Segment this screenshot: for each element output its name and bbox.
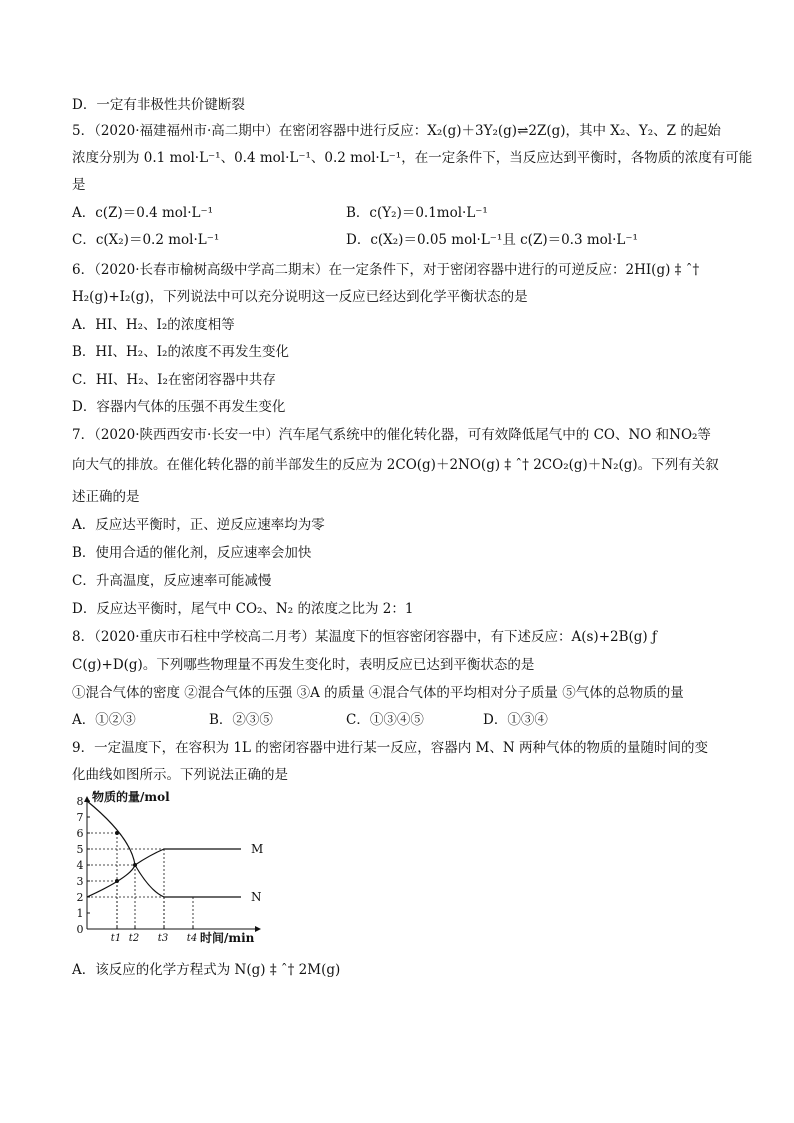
mol-time-graph [72,785,262,945]
q8-stem-line3: ①混合气体的密度 ②混合气体的压强 ③A 的质量 ④混合气体的平均相对分子质量 ⑤气体的总物质的量 [72,685,684,701]
q5-option-b: B．c(Y₂)＝0.1mol·L⁻¹ [346,205,488,221]
q7-option-b: B．使用合适的催化剂，反应速率会加快 [72,545,312,561]
data-point [115,831,119,835]
q6-option-a: A．HI、H₂、I₂的浓度相等 [72,317,235,333]
q6-option-c: C．HI、H₂、I₂在密闭容器中共存 [72,372,276,388]
y-tick-label: 7 [76,811,84,824]
x-axis-label: 时间/min [200,931,255,945]
y-tick-label: 0 [76,923,84,936]
q8-stem-line2: C(g)+D(g)。下列哪些物理量不再发生变化时，表明反应已达到平衡状态的是 [72,657,535,673]
series-N-label: N [251,890,262,904]
q7-stem-line3: 述正确的是 [72,489,140,505]
q9-stem-line2: 化曲线如图所示。下列说法正确的是 [72,767,288,783]
y-tick-label: 6 [76,827,84,840]
x-tick-label: t3 [157,933,169,944]
q8-option-d: D．①③④ [483,712,548,728]
q7-option-c: C．升高温度，反应速率可能减慢 [72,573,272,589]
q7-stem-line1: 7．（2020·陕西西安市·长安一中）汽车尾气系统中的催化转化器，可有效降低尾气中的 CO、NO 和NO₂等 [72,427,711,443]
data-point [133,863,137,867]
x-tick-label: t1 [110,933,122,944]
q6-stem-line2: H₂(g)+I₂(g)，下列说法中可以充分说明这一反应已经达到化学平衡状态的是 [72,289,528,305]
q5-stem-line3: 是 [72,177,86,193]
q6-stem-line1: 6．（2020·长春市榆树高级中学高二期末）在一定条件下，对于密闭容器中进行的可逆反应：2HI(g) ‡ ˆ† [72,262,700,278]
q7-stem-line2: 向大气的排放。在催化转化器的前半部发生的反应为 2CO(g)＋2NO(g) ‡ ˆ† 2CO₂(g)＋N₂(g)。下列有关叙 [72,457,719,473]
q9-option-a: A．该反应的化学方程式为 N(g) ‡ ˆ† 2M(g) [72,962,341,978]
y-tick-label: 4 [76,859,84,872]
q8-option-a: A．①②③ [72,712,136,728]
q5-option-a: A．c(Z)＝0.4 mol·L⁻¹ [72,205,214,221]
q8-option-c: C．①③④⑤ [346,712,424,728]
series-M-label: M [251,842,264,856]
q9-stem-line1: 9．一定温度下，在容积为 1L 的密闭容器中进行某一反应，容器内 M、N 两种气体的物质的量随时间的变 [72,740,708,756]
q5-stem-line2: 浓度分别为 0.1 mol·L⁻¹、0.4 mol·L⁻¹、0.2 mol·L⁻¹，在一定条件下，当反应达到平衡时，各物质的浓度有可能 [72,150,753,166]
y-tick-label: 2 [76,891,84,904]
x-tick-label: t2 [128,933,140,944]
y-tick-label: 8 [76,795,84,808]
q5-stem-line1: 5．（2020·福建福州市·高二期中）在密闭容器中进行反应：X₂(g)＋3Y₂(g)⇌2Z(g)，其中 X₂、Y₂、Z 的起始 [72,123,721,139]
q8-stem-line1: 8．（2020·重庆市石柱中学校高二月考）某温度下的恒容密闭容器中，有下述反应：A(s)+2B(g) ƒ [72,629,657,645]
q7-option-d: D．反应达平衡时，尾气中 CO₂、N₂ 的浓度之比为 2：1 [72,601,414,617]
q5-option-c: C．c(X₂)＝0.2 mol·L⁻¹ [72,232,220,248]
q5-option-d: D．c(X₂)＝0.05 mol·L⁻¹且 c(Z)＝0.3 mol·L⁻¹ [346,232,638,248]
y-axis-label: 物质的量/mol [92,790,170,804]
q6-option-b: B．HI、H₂、I₂的浓度不再发生变化 [72,344,289,360]
y-tick-label: 5 [76,843,84,856]
y-tick-label: 3 [76,875,84,888]
q7-option-a: A．反应达平衡时，正、逆反应速率均为零 [72,517,325,533]
x-tick-label: t4 [186,933,198,944]
q6-option-d: D．容器内气体的压强不再发生变化 [72,399,286,415]
y-tick-label: 1 [76,907,84,920]
data-point [115,879,119,883]
q8-option-b: B．②③⑤ [209,712,273,728]
q4-option-d: D．一定有非极性共价键断裂 [72,97,245,113]
